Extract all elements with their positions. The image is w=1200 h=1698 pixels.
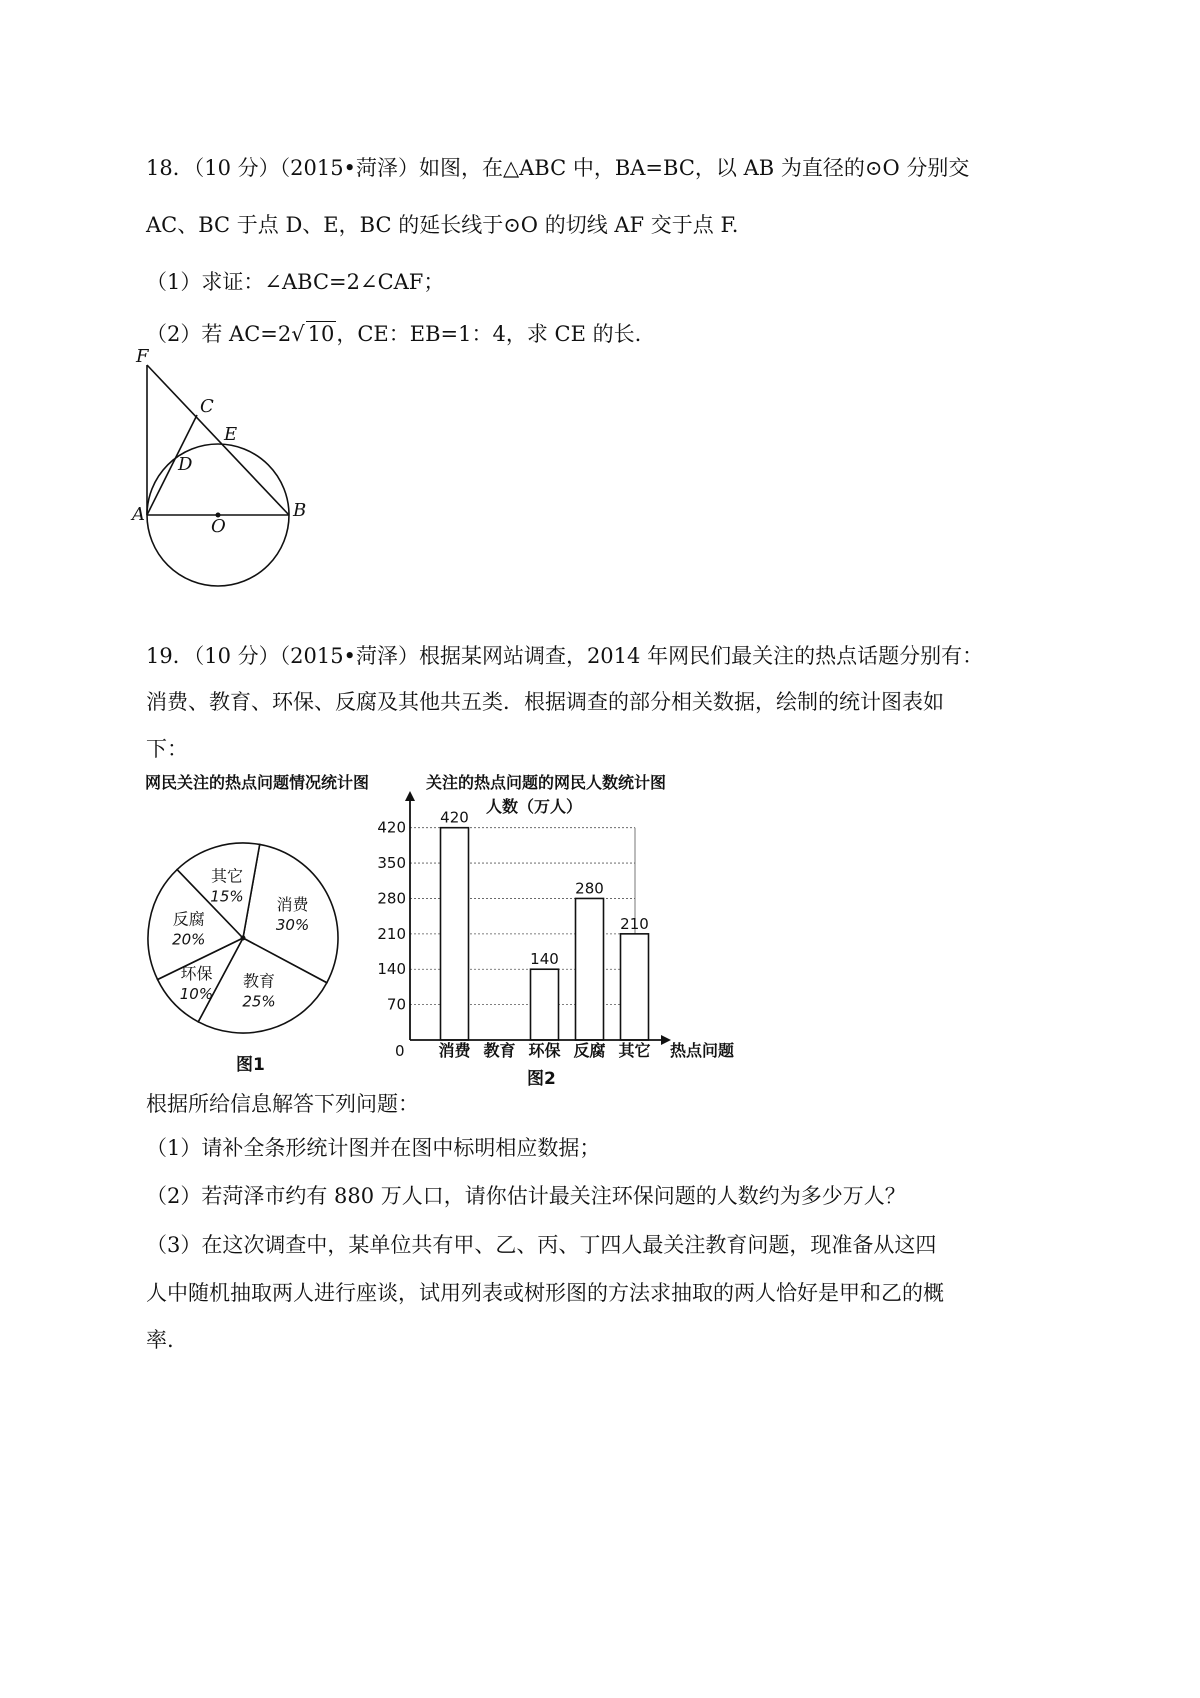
q19-line2: 消费、教育、环保、反腐及其他共五类．根据调查的部分相关数据，绘制的统计图表如	[146, 690, 944, 714]
bar-caption: 图2	[527, 1069, 556, 1089]
label-o: O	[211, 516, 226, 537]
x-category-label: 其它	[618, 1041, 651, 1060]
pie-chart	[140, 770, 380, 1080]
bar	[576, 898, 604, 1040]
label-b: B	[293, 500, 307, 521]
q18-part2-post: ，CE：EB=1：4，求 CE 的长.	[336, 322, 642, 346]
label-f: F	[136, 346, 149, 367]
x-category-label: 环保	[528, 1041, 561, 1060]
pie-center-dot	[241, 936, 246, 941]
y-tick-label: 280	[377, 889, 406, 908]
q19-part3-line1: （3）在这次调查中，某单位共有甲、乙、丙、丁四人最关注教育问题，现准备从这四	[146, 1233, 937, 1257]
bar-title: 关注的热点问题的网民人数统计图	[426, 773, 667, 792]
q18-line2: AC、BC 于点 D、E，BC 的延长线于⊙O 的切线 AF 交于点 F.	[146, 213, 739, 237]
pie-slice-label: 教育	[243, 971, 276, 991]
label-d: D	[178, 454, 193, 475]
y-tick-label: 210	[377, 924, 406, 943]
bar-ylabel: 人数（万人）	[486, 797, 583, 816]
bar-origin-label: 0	[395, 1042, 405, 1060]
label-c: C	[200, 396, 214, 417]
bar-data-label: 280	[575, 879, 604, 898]
sqrt-radicand: 10	[307, 322, 335, 346]
bar-data-label: 420	[440, 808, 469, 827]
label-e: E	[224, 424, 238, 445]
pie-title: 网民关注的热点问题情况统计图	[145, 773, 370, 792]
pie-slice-percent: 15%	[210, 887, 244, 906]
pie-slice-label: 反腐	[172, 909, 205, 929]
q19-part2: （2）若菏泽市约有 880 万人口，请你估计最关注环保问题的人数约为多少万人？	[146, 1184, 906, 1208]
bar-data-label: 140	[530, 950, 559, 969]
pie-slice-label: 其它	[210, 866, 243, 886]
pie-caption: 图1	[236, 1055, 265, 1075]
q19-part3-line2: 人中随机抽取两人进行座谈，试用列表或树形图的方法求抽取的两人恰好是甲和乙的概	[146, 1281, 944, 1305]
geometry-figure	[132, 346, 360, 630]
bar-chart	[377, 770, 800, 1090]
x-category-label: 教育	[483, 1041, 516, 1060]
line-fb	[147, 365, 289, 515]
bar	[441, 828, 469, 1040]
q19-line1: 19．（10 分）（2015•菏泽）根据某网站调查，2014 年网民们最关注的热点话题分别有：	[146, 644, 984, 668]
q18-part2	[146, 318, 641, 348]
sqrt-expression: √ 10	[291, 322, 335, 346]
bar-xlabel: 热点问题	[670, 1041, 735, 1060]
bar	[621, 934, 649, 1040]
q19-intro: 根据所给信息解答下列问题：	[146, 1092, 419, 1116]
pie-slice-percent: 10%	[179, 984, 214, 1003]
bar	[531, 969, 559, 1040]
y-tick-label: 140	[377, 960, 406, 979]
y-axis-arrow	[405, 791, 415, 801]
y-tick-label: 420	[377, 818, 406, 837]
q18-part1: （1）求证：∠ABC=2∠CAF；	[146, 270, 445, 294]
q18-line1: 18．（10 分）（2015•菏泽）如图，在△ABC 中，BA=BC，以 AB 为直径的⊙O 分别交	[146, 156, 970, 180]
y-tick-label: 350	[377, 854, 406, 873]
x-category-label: 反腐	[573, 1041, 606, 1060]
q19-part1: （1）请补全条形统计图并在图中标明相应数据；	[146, 1136, 601, 1160]
pie-slice-percent: 30%	[275, 915, 310, 934]
pie-slice-label: 环保	[180, 963, 213, 983]
q18-part2-pre: （2）若 AC=2	[146, 322, 292, 346]
bar-data-label: 210	[620, 914, 649, 933]
q19-line3: 下：	[146, 737, 188, 761]
q19-part3-line3: 率.	[146, 1328, 174, 1352]
pie-slice-percent: 20%	[172, 930, 206, 949]
x-category-label: 消费	[438, 1041, 471, 1060]
pie-slice-percent: 25%	[242, 992, 276, 1011]
label-a: A	[132, 504, 145, 525]
pie-slice-label: 消费	[276, 894, 309, 914]
y-tick-label: 70	[386, 995, 406, 1014]
